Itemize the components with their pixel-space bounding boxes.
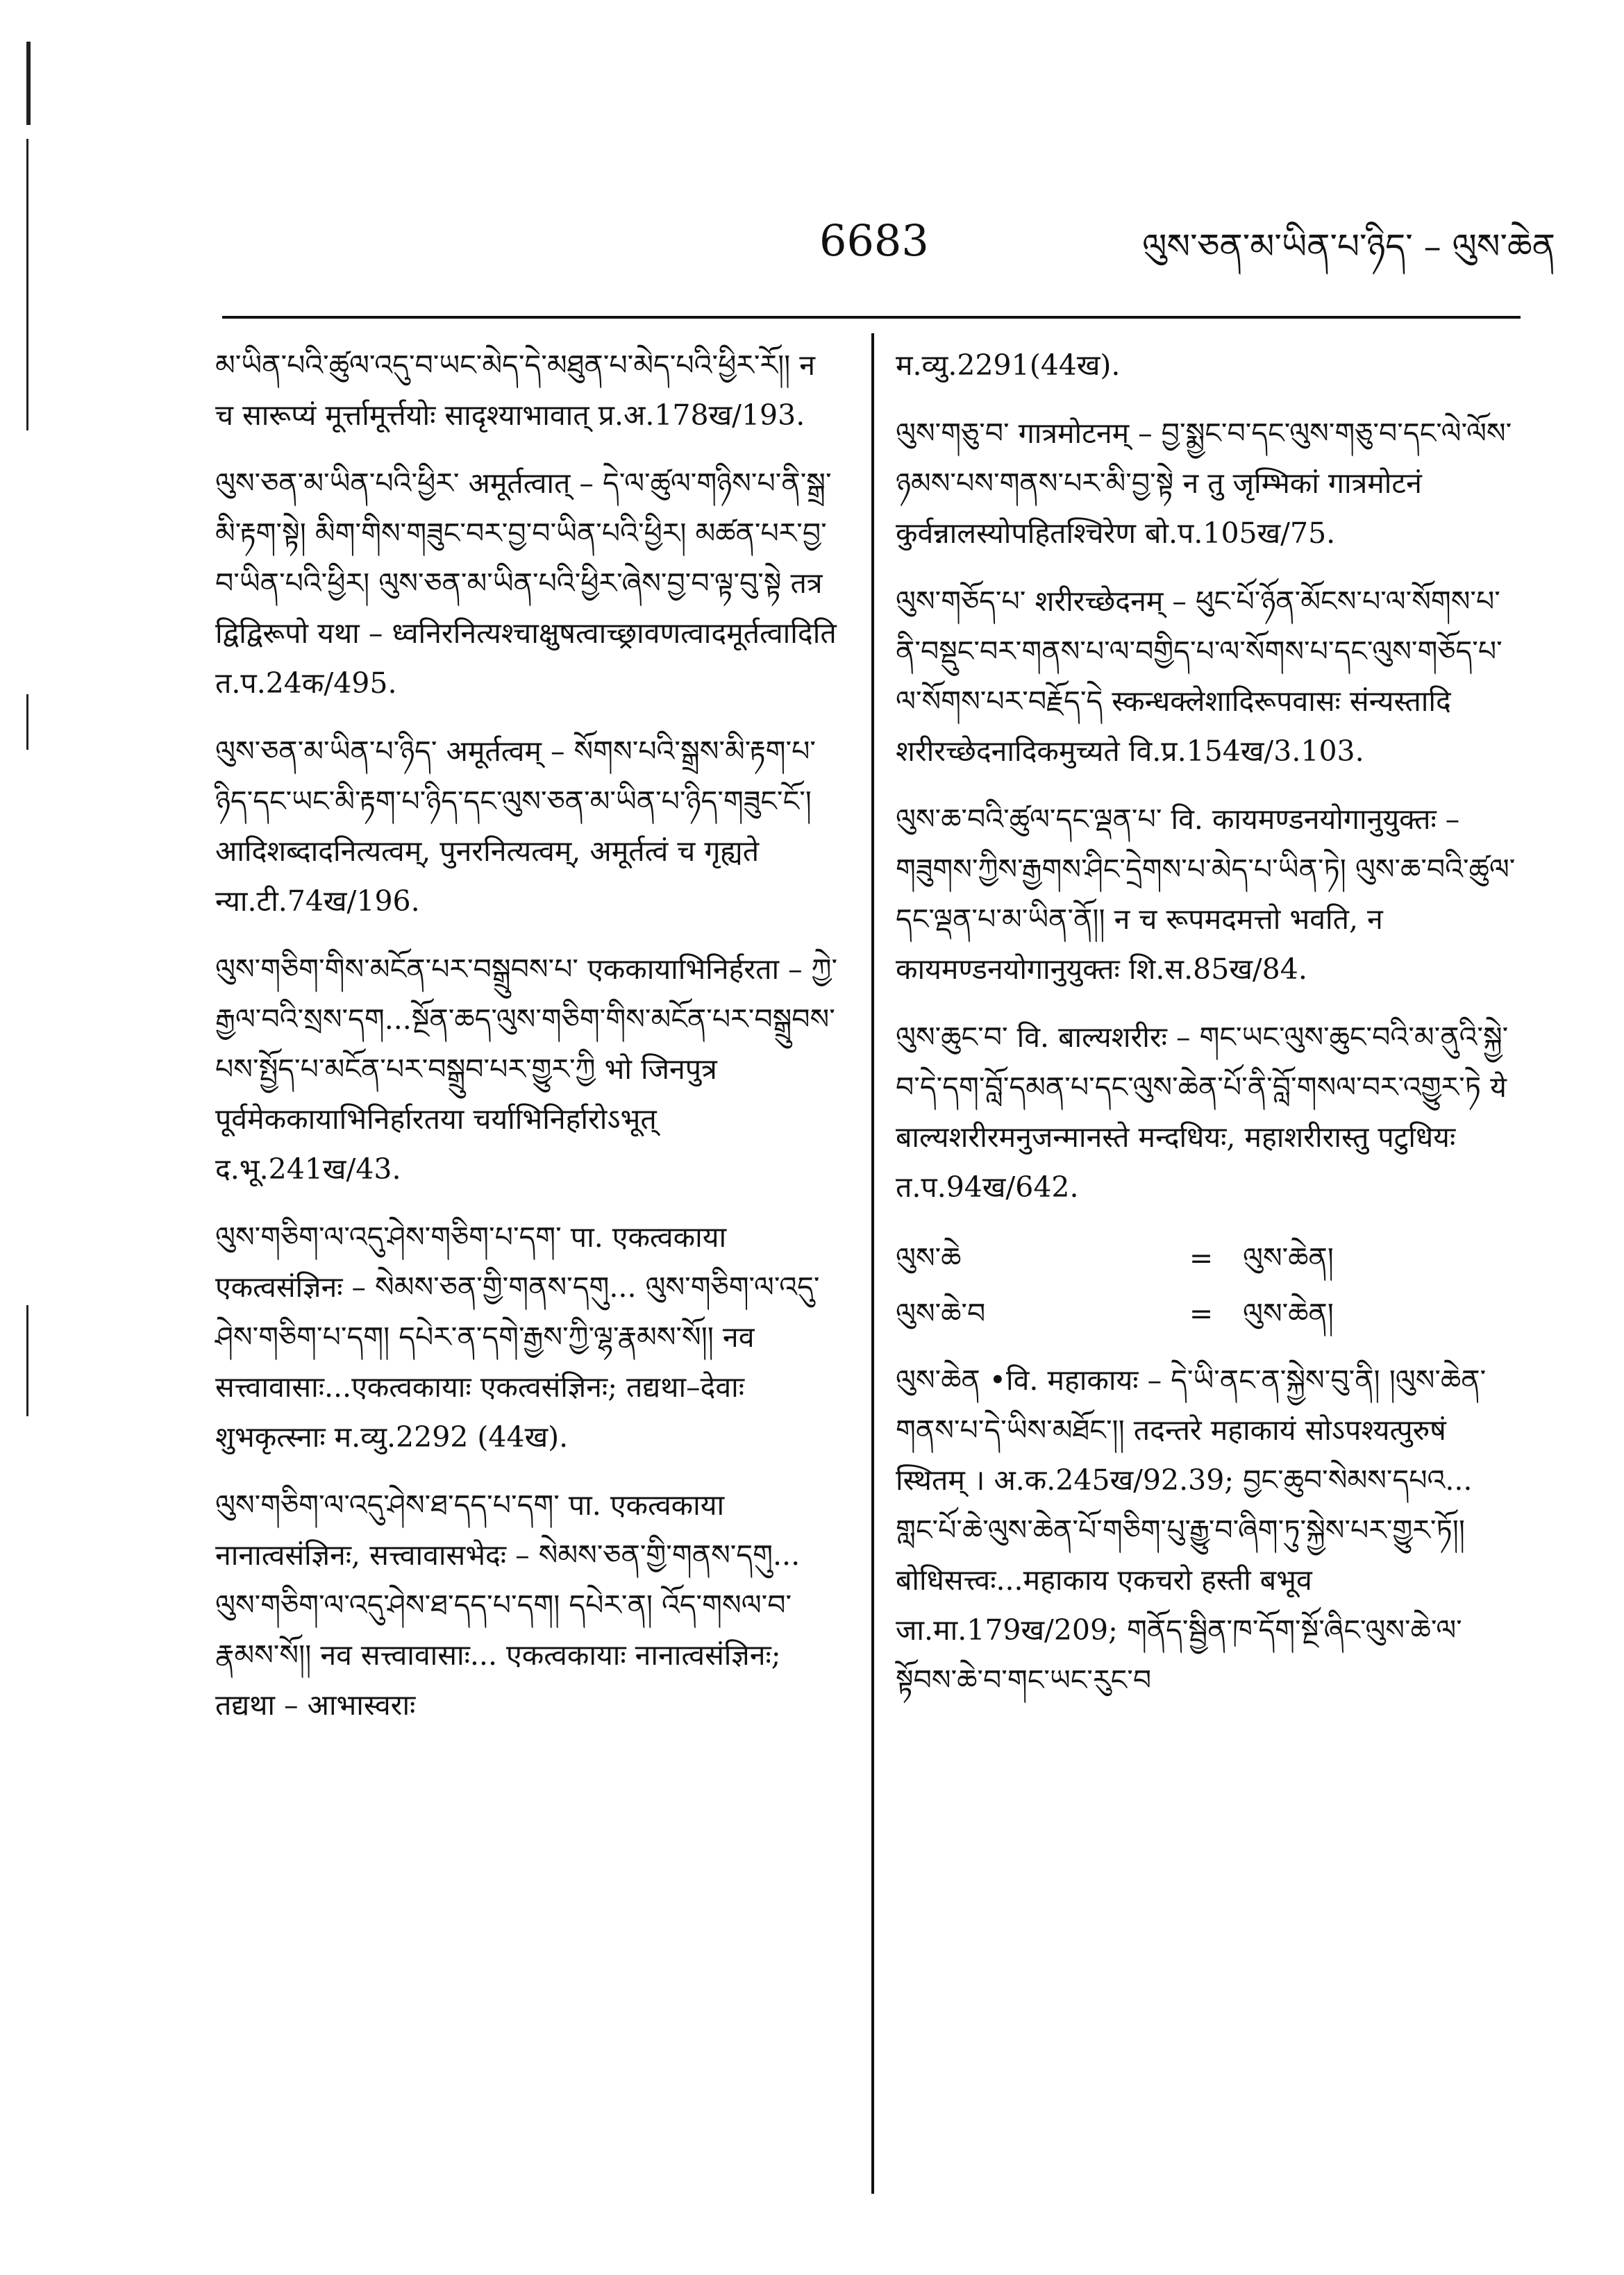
column-divider bbox=[871, 333, 874, 2194]
dictionary-entry: ལུས་གཅུ་བ་ गात्रमोटनम् – བྱ་སྨྱང་བ་དང་ལུས་གཅུ་བ་དང་ལེ་ལོས་ཉམས་པས་གནས་པར་མི་བྱ་སྟེ न तु जृम्भिकां गात्रमोटनं कुर्वन्नालस्योपहितश्चिरेण बो.प.105ख/75. bbox=[896, 417, 1512, 550]
dictionary-entry: ལུས་ཅན་མ་ཡིན་པའི་ཕྱིར་ अमूर्तत्वात् – དེ་ལ་ཚུལ་གཉིས་པ་ནི་སྒྲ་མི་རྟག་སྟེ། མིག་གིས་གཟུང་བར་བྱ་བ་ཡིན་པའི་ཕྱིར། མཚན་པར་བྱ་བ་ཡིན་པའི་ཕྱིར། ལུས་ཅན་མ་ཡིན་པའི་ཕྱིར་ཞེས་བྱ་བ་ལྟ་བུ་སྟེ तत्र द्विद्विरूपो यथा – ध्वनिरनित्यश्चाक्षुषत्वाच्छ्रावणत्वादमूर्तत्वादिति त.प.24क/495. bbox=[215, 467, 837, 700]
dictionary-entry: ལུས་ཆེན •वि. महाकायः – དེ་ཡི་ནང་ན་སྐྱེས་བུ་ནི། །ལུས་ཆེན་གནས་པ་དེ་ཡིས་མཐོང་།། तदन्तरे महाकायं सोऽपश्यत्पुरुषं स्थितम् । अ.क.245ख/92.39; བྱང་ཆུབ་སེམས་དཔའ... གླང་པོ་ཆེ་ལུས་ཆེན་པོ་གཅིག་པུ་རྒྱུ་བ་ཞིག་ཏུ་སྐྱེས་པར་གྱུར་ཏོ།། बोधिसत्त्वः...महाकाय एकचरो हस्ती बभूव जा.मा.179ख/209; གནོད་སྦྱིན་ཁ་དོག་སྔོ་ཞིང་ལུས་ཆེ་ལ་སྟོབས་ཆེ་བ་གང་ཡང་རུང་བ bbox=[896, 1363, 1487, 1697]
dictionary-entry: ལུས་གཅིག་ལ་འདུ་ཤེས་གཅིག་པ་དག་ पा. एकत्वकाया एकत्वसंज्ञिनः – སེམས་ཅན་གྱི་གནས་དགུ... ལུས་གཅིག་ལ་འདུ་ཤེས་གཅིག་པ་དག། དཔེར་ན་དགེ་རྒྱས་ཀྱི་ལྷ་རྣམས་སོ།། नव सत्त्वावासाः...एकत्वकायाः एकत्वसंज्ञिनः; तद्यथा–देवाः शुभकृत्स्नाः म.व्यु.2292 (44ख). bbox=[215, 1220, 820, 1454]
binding-mark-bottom bbox=[26, 1305, 28, 1416]
cross-reference-term: ལུས་ཆེ bbox=[896, 1241, 962, 1275]
cross-reference-target: ལུས་ཆེན། bbox=[1243, 1241, 1334, 1275]
dictionary-entry: म.व्यु.2291(44ख). bbox=[896, 349, 1121, 382]
dictionary-entry: ལུས་ཆུང་བ་ वि. बाल्यशरीरः – གང་ཡང་ལུས་ཆུང་བའི་མ་ནུའི་སྐྱེ་བ་དེ་དག་བློ་དམན་པ་དང་ལུས་ཆེན་པོ་ནི་བློ་གསལ་བར་འགྱུར་ཏེ ये बाल्यशरीरमनुजन्मानस्ते मन्दधियः, महाशरीरास्तु पटुधियः त.प.94ख/642. bbox=[896, 1021, 1509, 1204]
cross-reference bbox=[896, 1230, 1521, 1286]
dictionary-entry: ལུས་ཅན་མ་ཡིན་པ་ཉིད་ अमूर्तत्वम् – སོགས་པའི་སྒྲས་མི་རྟག་པ་ཉིད་དང་ཡང་མི་རྟག་པ་ཉིད་དང་ལུས་ཅན་མ་ཡིན་པ་ཉིད་གཟུང་ངོ་། आदिशब्दादनित्यत्वम्, पुनरनित्यत्वम्, अमूर्तत्वं च गृह्यते न्या.टी.74ख/196. bbox=[215, 734, 816, 918]
dictionary-entry: ལུས་གཅིག་ལ་འདུ་ཤེས་ཐ་དད་པ་དག་ पा. एकत्वकाया नानात्वसंज्ञिनः, सत्त्वावासभेदः – སེམས་ཅན་གྱི་གནས་དགུ... ལུས་གཅིག་ལ་འདུ་ཤེས་ཐ་དད་པ་དག། དཔེར་ན། འོད་གསལ་བ་རྣམས་སོ།། नव सत्त्वावासाः... एकत्वकायाः नानात्वसंज्ञिनः; तद्यथा – आभास्वराः bbox=[215, 1488, 801, 1722]
running-head: ལུས་ཅན་མ་ཡིན་པ་ཉིད་ – ལུས་ཆེན bbox=[1142, 226, 1555, 267]
equals-sign: = bbox=[1189, 1297, 1214, 1330]
cross-reference-term: ལུས་ཆེ་བ bbox=[896, 1297, 986, 1330]
right-column bbox=[896, 340, 1521, 1723]
page-number: 6683 bbox=[819, 215, 929, 266]
cross-reference bbox=[896, 1286, 1521, 1341]
dictionary-entry: ལུས་ཆ་བའི་ཚུལ་དང་ལྡན་པ་ वि. कायमण्डनयोगानुयुक्तः – གཟུགས་ཀྱིས་རྒྱགས་ཤིང་དྲེགས་པ་མེད་པ་ཡིན་ཏེ། ལུས་ཆ་བའི་ཚུལ་དང་ལྡན་པ་མ་ཡིན་ནོ།། न च रूपमदमत्तो भवति, न कायमण्डनयोगानुयुक्तः शि.स.85ख/84. bbox=[896, 803, 1516, 986]
binding-mark-top bbox=[26, 42, 31, 125]
header-rule bbox=[222, 316, 1521, 319]
dictionary-entry: ལུས་གཅོད་པ་ शरीरच्छेदनम् – ཕུང་པོ་ཉོན་མོངས་པ་ལ་སོགས་པ་ནི་བསྡུང་བར་གནས་པ་ལ་བགྱིད་པ་ལ་སོགས་པ་དང་ལུས་གཅོད་པ་ལ་སོགས་པར་བརྗོད་དེ स्कन्धक्लेशादिरूपवासः संन्यस्तादि शरीरच्छेदनादिकमुच्यते वि.प्र.154ख/3.103. bbox=[896, 585, 1502, 768]
binding-mark-lower bbox=[26, 694, 28, 750]
binding-mark-middle bbox=[26, 139, 28, 430]
equals-sign: = bbox=[1189, 1241, 1214, 1275]
dictionary-entry: ལུས་གཅིག་གིས་མངོན་པར་བསྒྲུབས་པ་ एककायाभिनिर्हरता – ཀྱེ་རྒྱལ་བའི་སྲས་དག...སྔོན་ཆད་ལུས་གཅིག་གིས་མངོན་པར་བསྒྲུབས་པས་སྤྱོད་པ་མངོན་པར་བསྒྲུབ་པར་གྱུར་ཀྱི भो जिनपुत्र पूर्वमेककायाभिनिर्हारतया चर्याभिनिर्हारोऽभूत् द.भू.241ख/43. bbox=[215, 952, 838, 1186]
dictionary-entry: མ་ཡིན་པའི་ཚུལ་འདུ་བ་ཡང་མེད་དེ་མཐུན་པ་མེད་པའི་ཕྱིར་རོ།། न च सारूप्यं मूर्त्तामूर्त्तयोः सादृश्याभावात् प्र.अ.178ख/193. bbox=[215, 349, 816, 432]
left-column bbox=[215, 340, 840, 1748]
cross-reference-target: ལུས་ཆེན། bbox=[1243, 1297, 1334, 1330]
